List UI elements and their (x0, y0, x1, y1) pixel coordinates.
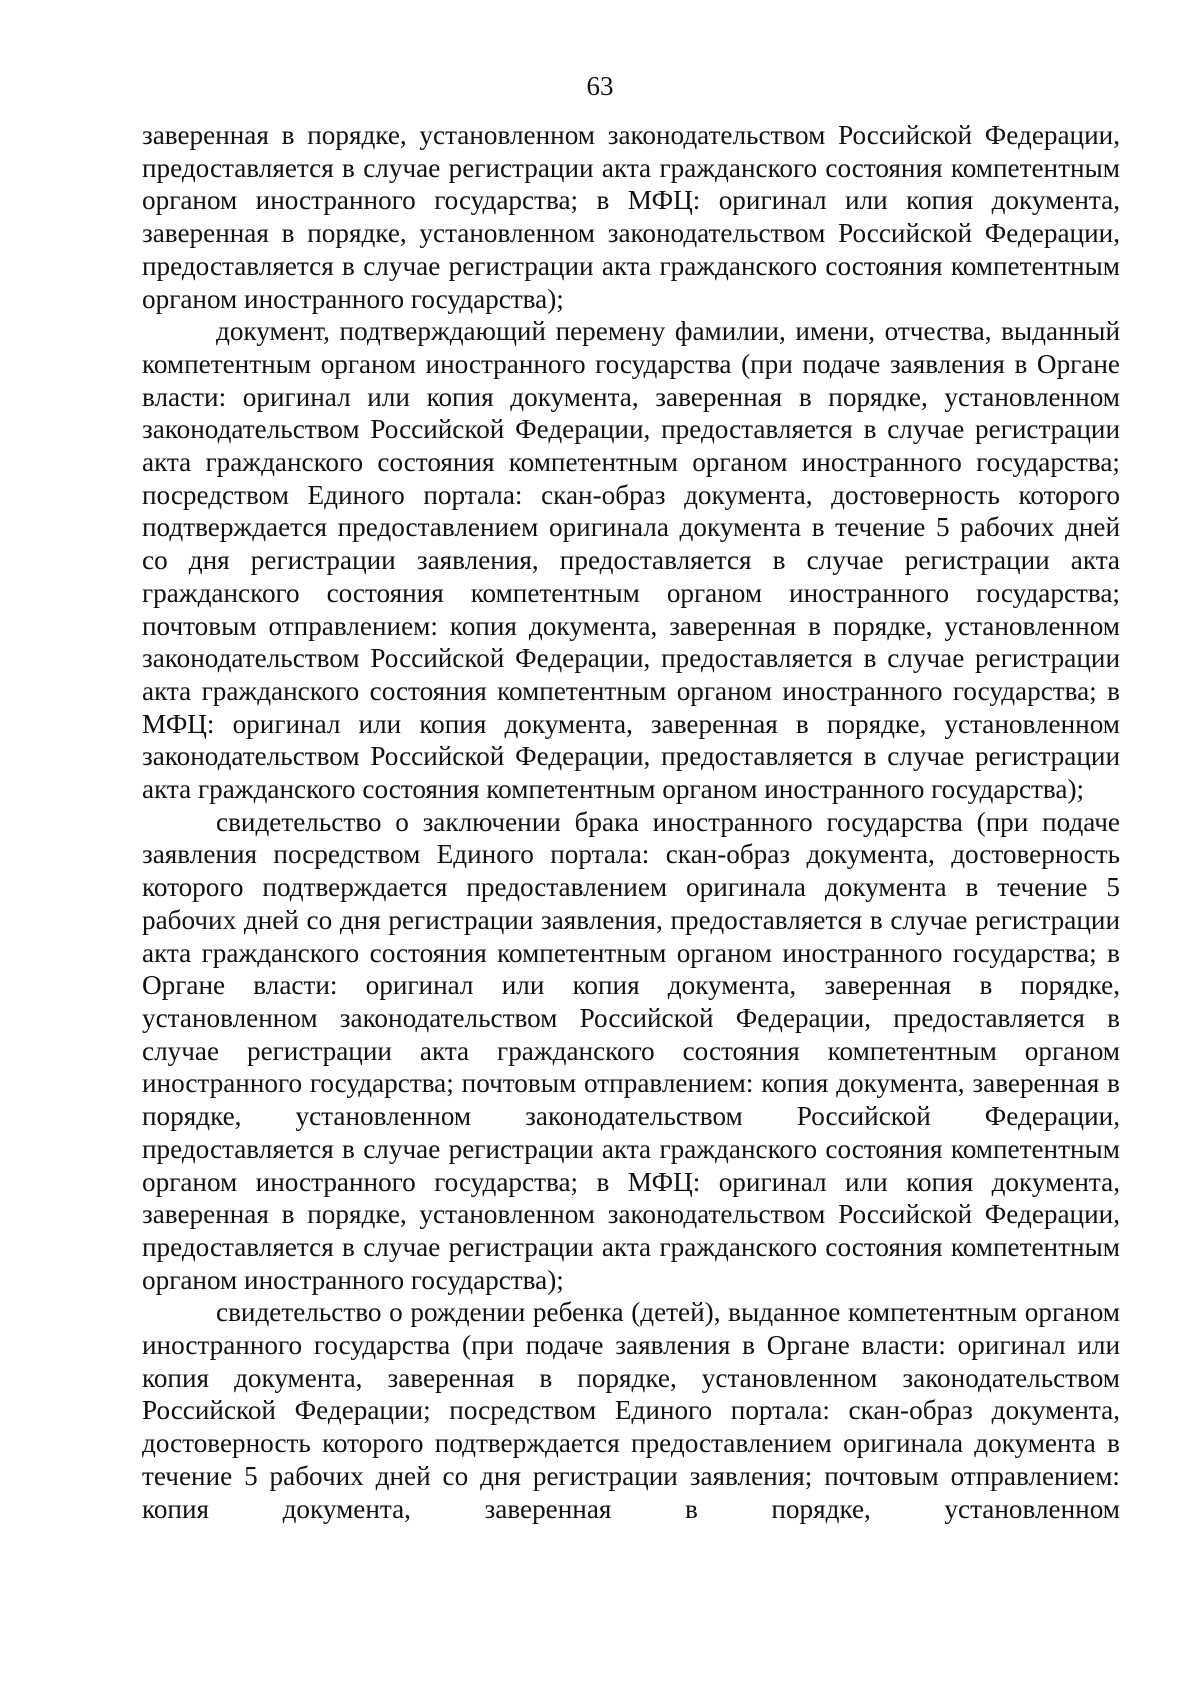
paragraph-birth-certificate: свидетельство о рождении ребенка (детей), выданное компетентным органом иностранного государства (при подаче заявления в Органе власти: оригинал или копия документа, заверенная в порядке, установленном законодательством Российской Федерации; посредством Единого портала: скан-образ документа, достоверность которого подтверждается предоставлением оригинала документа в течение 5 рабочих дней со дня регистрации заявления; почтовым отправлением: копия документа, заверенная в порядке, установленном (142, 1297, 1120, 1524)
paragraph-continuation: заверенная в порядке, установленном законодательством Российской Федерации, предоставляется в случае регистрации акта гражданского состояния компетентным органом иностранного государства; в МФЦ: оригинал или копия документа, заверенная в порядке, установленном законодательством Российской Федерации, предоставляется в случае регистрации акта гражданского состояния компетентным органом иностранного государства); (142, 120, 1120, 314)
page-number: 63 (586, 71, 614, 101)
body-text (142, 119, 1120, 1525)
paragraph-marriage-certificate: свидетельство о заключении брака иностранного государства (при подаче заявления посредством Единого портала: скан-образ документа, достоверность которого подтверждается предоставлением оригинала документа в течение 5 рабочих дней со дня регистрации заявления, предоставляется в случае регистрации акта гражданского состояния компетентным органом иностранного государства; в Органе власти: оригинал или копия документа, заверенная в порядке, установленном законодательством Российской Федерации, предоставляется в случае регистрации акта гражданского состояния компетентным органом иностранного государства; почтовым отправлением: копия документа, заверенная в порядке, установленном законодательством Российской Федерации, предоставляется в случае регистрации акта гражданского состояния компетентным органом иностранного государства; в МФЦ: оригинал или копия документа, заверенная в порядке, установленном законодательством Российской Федерации, предоставляется в случае регистрации акта гражданского состояния компетентным органом иностранного государства); (142, 806, 1120, 1295)
paragraph-name-change-document: документ, подтверждающий перемену фамилии, имени, отчества, выданный компетентным органом иностранного государства (при подаче заявления в Органе власти: оригинал или копия документа, заверенная в порядке, установленном законодательством Российской Федерации, предоставляется в случае регистрации акта гражданского состояния компетентным органом иностранного государства; посредством Единого портала: скан-образ документа, достоверность которого подтверждается предоставлением оригинала документа в течение 5 рабочих дней со дня регистрации заявления, предоставляется в случае регистрации акта гражданского состояния компетентным органом иностранного государства; почтовым отправлением: копия документа, заверенная в порядке, установленном законодательством Российской Федерации, предоставляется в случае регистрации акта гражданского состояния компетентным органом иностранного государства; в МФЦ: оригинал или копия документа, заверенная в порядке, установленном законодательством Российской Федерации, предоставляется в случае регистрации акта гражданского состояния компетентным органом иностранного государства); (142, 316, 1120, 805)
